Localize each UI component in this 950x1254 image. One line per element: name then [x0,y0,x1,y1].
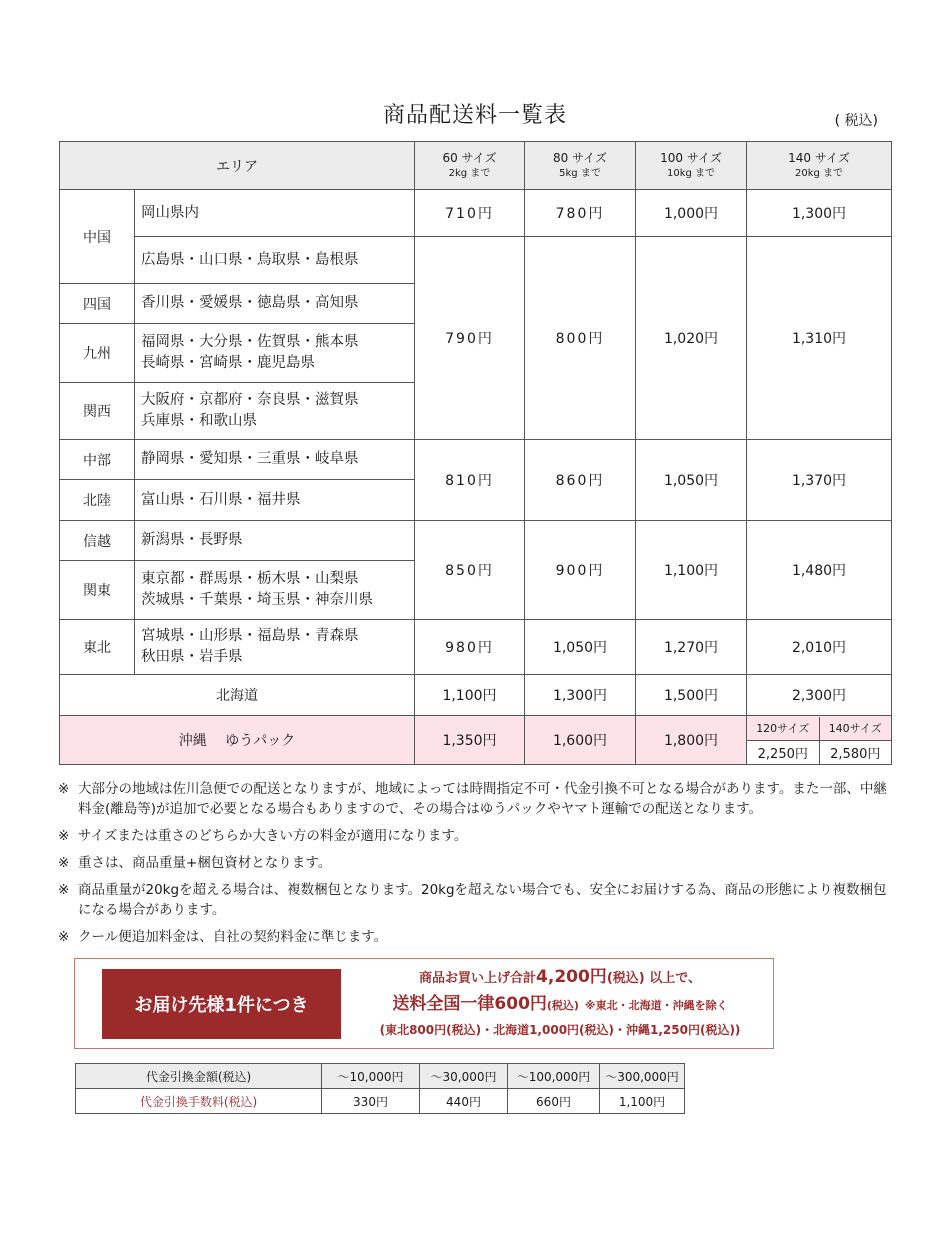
pref-list: 福岡県・大分県・佐賀県・熊本県 長崎県・宮崎県・鹿児島県 [135,324,415,383]
region-shinetsu: 信越 [60,521,135,561]
table-row [60,675,892,716]
pref-list: 大阪府・京都府・奈良県・滋賀県 兵庫県・和歌山県 [135,383,415,440]
size-header-140: 140 サイズ 20kg まで [747,142,892,190]
note-item: ※ サイズまたは重さのどちらか大きい方の料金が適用になります。 [58,828,468,844]
region-chubu: 中部 [60,440,135,480]
price-cell: 810円 [415,440,525,521]
pref-list: 香川県・愛媛県・徳島県・高知県 [135,284,415,324]
split-price: 2,580円 [819,740,891,764]
price-cell: 1,270円 [636,620,747,675]
cod-range: 〜300,000円 [600,1064,685,1089]
region-kanto: 関東 [60,561,135,620]
split-price: 2,250円 [747,740,819,764]
price-cell: 1,020円 [636,237,747,440]
cod-range: 〜100,000円 [508,1064,600,1089]
price-cell: 1,300円 [747,190,892,237]
price-cell: 1,050円 [636,440,747,521]
cod-range: 〜10,000円 [322,1064,420,1089]
pref-list: 富山県・石川県・福井県 [135,480,415,521]
pref-list: 東京都・群馬県・栃木県・山梨県 茨城県・千葉県・埼玉県・神奈川県 [135,561,415,620]
price-cell: 1,600円 [525,716,636,765]
table-row [60,190,892,237]
table-row [76,1064,685,1089]
region-kyushu: 九州 [60,324,135,383]
price-cell: 1,350円 [415,716,525,765]
cod-fee-table [75,1063,685,1114]
price-cell: 1,050円 [525,620,636,675]
region-tohoku: 東北 [60,620,135,675]
split-size-label: 140サイズ [819,717,891,741]
cod-fee: 330円 [322,1089,420,1114]
region-kansai: 関西 [60,383,135,440]
cod-fee-label: 代金引換手数料(税込) [76,1089,322,1114]
price-cell: 790円 [415,237,525,440]
price-cell: 900円 [525,521,636,620]
pref-list: 新潟県・長野県 [135,521,415,561]
price-cell: 1,370円 [747,440,892,521]
price-cell: 1,000円 [636,190,747,237]
pref-list: 広島県・山口県・鳥取県・島根県 [135,237,415,284]
notes-list [58,779,898,954]
pref-okayama: 岡山県内 [135,190,415,237]
okinawa-split-cell [747,716,892,765]
page-title: 商品配送料一覧表 [382,103,567,128]
price-cell: 1,800円 [636,716,747,765]
price-cell: 1,500円 [636,675,747,716]
size-header-80: 80 サイズ 5kg まで [525,142,636,190]
price-cell: 1,310円 [747,237,892,440]
promo-box [74,958,774,1049]
cod-fee: 660円 [508,1089,600,1114]
note-item: ※ クール便追加料金は、自社の契約料金に準じます。 [58,929,388,945]
price-cell: 1,300円 [525,675,636,716]
size-header-100: 100 サイズ 10kg まで [636,142,747,190]
promo-label: お届け先様1件につき [102,969,341,1039]
price-cell: 980円 [415,620,525,675]
table-row [60,237,892,284]
split-size-label: 120サイズ [747,717,819,741]
cod-fee: 440円 [420,1089,508,1114]
price-cell: 800円 [525,237,636,440]
pref-list: 静岡県・愛知県・三重県・岐阜県 [135,440,415,480]
region-hokkaido: 北海道 [60,675,415,716]
table-row [60,440,892,480]
region-okinawa: 沖縄 ゆうパック [60,716,415,765]
price-cell: 710円 [415,190,525,237]
price-cell: 850円 [415,521,525,620]
tax-note: ( 税込) [834,113,878,129]
cod-fee: 1,100円 [600,1089,685,1114]
price-cell: 2,300円 [747,675,892,716]
table-header-row [60,142,892,190]
note-item: ※ 商品重量が20kgを超える場合は、複数梱包となります。20kgを超えない場合でも、安全にお届けする為、商品の形態により複数梱包になる場合があります。 [58,882,887,918]
size-header-60: 60 サイズ 2kg まで [415,142,525,190]
note-item: ※ 重さは、商品重量+梱包資材となります。 [58,855,332,871]
price-cell: 1,100円 [415,675,525,716]
shipping-rate-table [59,141,892,765]
price-cell: 860円 [525,440,636,521]
cod-amount-label: 代金引換金額(税込) [76,1064,322,1089]
cod-range: 〜30,000円 [420,1064,508,1089]
table-row-okinawa [60,716,892,765]
table-row [60,620,892,675]
area-header: エリア [60,142,415,190]
price-cell: 1,480円 [747,521,892,620]
region-shikoku: 四国 [60,284,135,324]
price-cell: 1,100円 [636,521,747,620]
price-cell: 2,010円 [747,620,892,675]
price-cell: 780円 [525,190,636,237]
region-chugoku: 中国 [60,190,135,284]
pref-list: 宮城県・山形県・福島県・青森県 秋田県・岩手県 [135,620,415,675]
table-row [76,1089,685,1114]
region-hokuriku: 北陸 [60,480,135,521]
promo-text: 商品お買い上げ合計4,200円(税込) 以上で、 送料全国一律600円(税込) ※東北・北海道・沖縄を除く (東北800円(税込)・北海道1,000円(税込)・沖縄1,250円(税込)) [379,967,741,1037]
note-item: ※ 大部分の地域は佐川急便での配送となりますが、地域によっては時間指定不可・代金引換不可となる場合があります。また一部、中継料金(離島等)が追加で必要となる場合もありますので、その場合はゆうパックやヤマト運輸での配送となります。 [58,781,887,817]
table-row [60,521,892,561]
